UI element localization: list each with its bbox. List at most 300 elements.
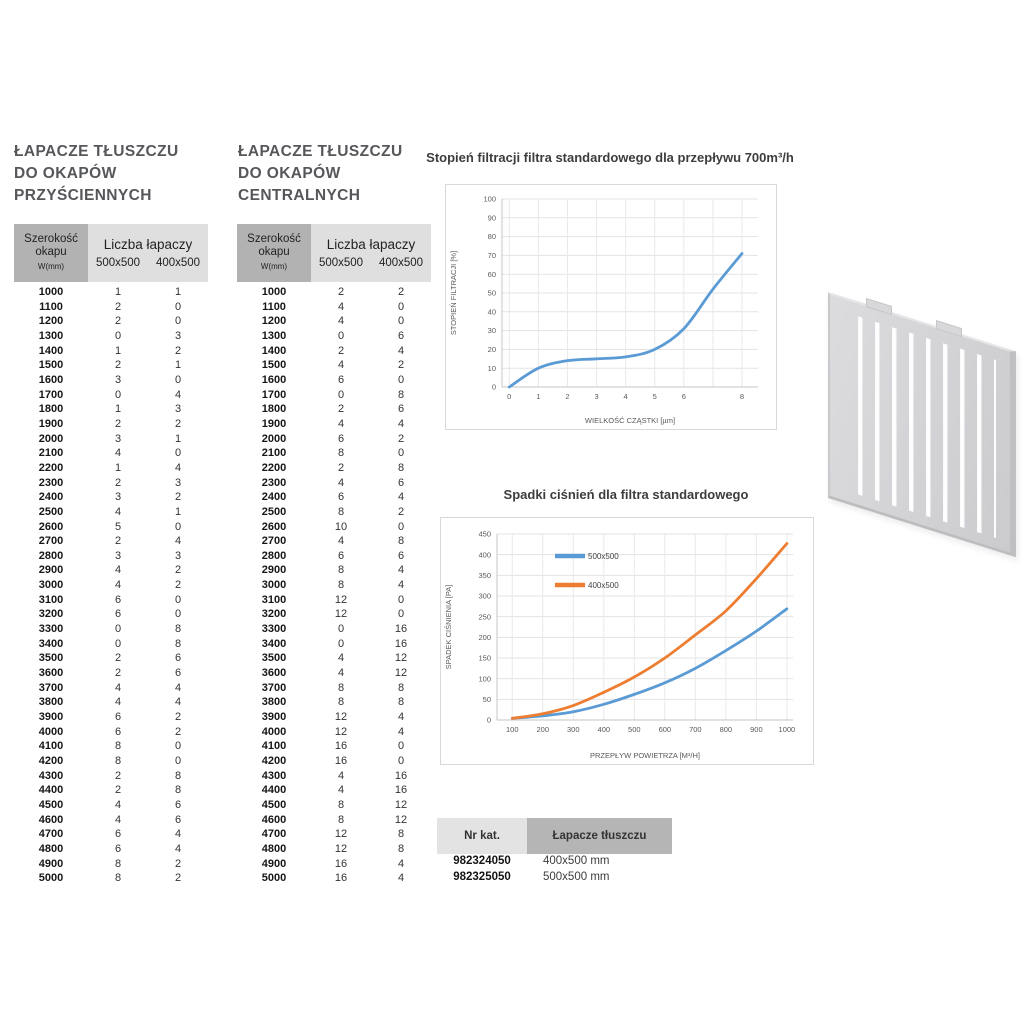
hood-width-value: 2900 — [261, 564, 287, 577]
catcher-count-value: 16 — [394, 637, 408, 650]
filtration-chart-title: Stopień filtracji filtra standardowego dla przepływu 700m³/h — [426, 150, 794, 165]
catcher-count-value: 1 — [174, 505, 182, 518]
table-row — [237, 563, 431, 578]
table-row — [14, 520, 208, 535]
hood-width-value: 3000 — [261, 579, 287, 592]
catcher-count-value: 4 — [397, 417, 405, 430]
table-row — [237, 739, 431, 754]
hood-width-value: 2100 — [38, 447, 64, 460]
hood-width-value: 2400 — [38, 491, 64, 504]
catcher-count-value: 0 — [114, 623, 122, 636]
catcher-count-value: 6 — [174, 813, 182, 826]
catcher-count-value: 0 — [397, 755, 405, 767]
catcher-count-value: 0 — [337, 623, 345, 636]
catcher-count-value: 8 — [174, 784, 182, 797]
y-tick-label: 100 — [478, 674, 491, 684]
catcher-count-value: 0 — [174, 740, 182, 753]
catcher-count-value: 8 — [397, 388, 405, 401]
catcher-count-value: 6 — [337, 373, 345, 386]
table-row — [237, 813, 431, 828]
catcher-count-value: 16 — [334, 740, 348, 753]
catcher-count-value: 4 — [337, 315, 345, 328]
catcher-count-value: 2 — [397, 359, 405, 372]
catalog-table — [437, 818, 672, 885]
x-tick-label: 300 — [567, 725, 580, 734]
table-row — [237, 329, 431, 344]
catcher-count-value: 4 — [114, 681, 122, 694]
hood-width-value: 3100 — [38, 593, 64, 606]
col-400x500: 400x500 — [378, 257, 424, 269]
catcher-count-value: 8 — [174, 769, 182, 782]
table-row — [237, 549, 431, 564]
catcher-count-value: 12 — [334, 725, 348, 738]
catcher-count-value: 12 — [334, 828, 348, 841]
catcher-count-value: 8 — [114, 755, 122, 767]
y-tick-label: 80 — [487, 232, 496, 242]
hood-width-value: 2400 — [261, 491, 287, 504]
catcher-count-value: 6 — [397, 329, 405, 342]
table-row — [14, 666, 208, 681]
hood-width-value: 3900 — [38, 711, 64, 724]
hood-width-value: 4300 — [261, 769, 287, 782]
hood-width-value: 4200 — [38, 755, 64, 767]
y-tick-label: 100 — [483, 194, 496, 204]
heading-line: ŁAPACZE TŁUSZCZU — [14, 143, 179, 160]
catcher-count-value: 8 — [397, 461, 405, 474]
central-hoods-table — [237, 224, 431, 886]
table-row — [237, 607, 431, 622]
hood-width-value: 1800 — [38, 403, 64, 416]
catcher-count-value: 4 — [397, 711, 405, 724]
table-row — [237, 432, 431, 447]
catcher-count-value: 8 — [174, 623, 182, 636]
catcher-count-value: 0 — [174, 608, 182, 621]
hood-width-value: 2700 — [38, 535, 64, 548]
table-header — [237, 224, 431, 282]
catcher-count-value: 2 — [114, 535, 122, 548]
catcher-count-value: 4 — [174, 388, 182, 401]
catcher-count-value: 1 — [114, 344, 122, 357]
catcher-count-value: 1 — [114, 286, 122, 298]
hood-width-value: 2100 — [261, 447, 287, 460]
catcher-count-value: 2 — [114, 417, 122, 430]
table-row — [14, 857, 208, 872]
y-tick-label: 50 — [487, 288, 496, 298]
catcher-count-value: 0 — [114, 637, 122, 650]
catcher-count-value: 4 — [337, 476, 345, 489]
catcher-count-value: 4 — [397, 725, 405, 738]
catcher-count-value: 6 — [114, 828, 122, 841]
catcher-count-value: 4 — [337, 784, 345, 797]
table-row — [14, 754, 208, 769]
hood-width-value: 1600 — [38, 373, 64, 386]
series-line-400x500 — [512, 544, 787, 719]
table-row — [14, 681, 208, 696]
catcher-count-value: 2 — [114, 300, 122, 313]
table-row — [14, 725, 208, 740]
hood-width-value: 2200 — [261, 461, 287, 474]
catcher-count-value: 12 — [394, 667, 408, 680]
y-axis-title: SPADEK CIŚNIENIA [PA] — [444, 584, 453, 670]
catcher-count-value: 0 — [114, 329, 122, 342]
catcher-count-value: 2 — [174, 725, 182, 738]
catcher-count-value: 2 — [174, 417, 182, 430]
hood-width-value: 4100 — [261, 740, 287, 753]
catcher-count-value: 3 — [114, 373, 122, 386]
table-row — [14, 476, 208, 491]
x-tick-label: 800 — [719, 725, 733, 734]
table-row — [237, 622, 431, 637]
y-tick-label: 30 — [487, 326, 496, 336]
table-row — [237, 417, 431, 432]
catcher-count-value: 8 — [337, 579, 345, 592]
hood-width-value: 2300 — [261, 476, 287, 489]
catcher-count-value: 4 — [174, 681, 182, 694]
hood-width-value: 2200 — [38, 461, 64, 474]
catcher-count-value: 4 — [174, 535, 182, 548]
table-row — [237, 520, 431, 535]
y-tick-label: 150 — [478, 653, 491, 663]
catcher-count-value: 6 — [114, 711, 122, 724]
table-row — [14, 769, 208, 784]
hood-width-value: 4900 — [261, 857, 287, 870]
hood-width-value: 1300 — [38, 329, 64, 342]
catcher-count-value: 0 — [337, 329, 345, 342]
table-row — [237, 666, 431, 681]
catcher-count-value: 3 — [114, 432, 122, 445]
catcher-count-value: 2 — [337, 403, 345, 416]
catcher-count-value: 6 — [114, 593, 122, 606]
hood-width-value: 2900 — [38, 564, 64, 577]
catcher-count-value: 0 — [174, 373, 182, 386]
catcher-count-value: 16 — [394, 623, 408, 636]
hood-width-value: 4800 — [38, 842, 64, 855]
table-row — [14, 695, 208, 710]
hood-width-value: 4200 — [261, 755, 287, 767]
hood-width-value: 1500 — [261, 359, 287, 372]
table-row — [237, 373, 431, 388]
catcher-count-value: 6 — [114, 725, 122, 738]
hood-width-value: 4600 — [38, 813, 64, 826]
hood-width-value: 1800 — [261, 403, 287, 416]
hood-width-value: 3600 — [38, 667, 64, 680]
catcher-count-value: 4 — [114, 564, 122, 577]
table-row — [237, 871, 431, 886]
table-row — [237, 402, 431, 417]
catcher-count-value: 2 — [114, 359, 122, 372]
catcher-count-value: 6 — [397, 476, 405, 489]
hood-width-value: 1000 — [261, 286, 287, 298]
wall-hoods-table — [14, 224, 208, 886]
catcher-count-value: 8 — [337, 696, 345, 709]
table-row — [237, 285, 431, 300]
catcher-count-value: 16 — [334, 755, 348, 767]
catcher-count-value: 3 — [114, 491, 122, 504]
filtration-chart-svg — [446, 185, 776, 429]
hood-width-value: 3500 — [261, 652, 287, 665]
catcher-count-value: 0 — [397, 315, 405, 328]
catcher-count-value: 2 — [397, 505, 405, 518]
catcher-count-value: 4 — [337, 300, 345, 313]
table-row — [14, 358, 208, 373]
hood-width-value: 3100 — [261, 593, 287, 606]
catalog-row — [437, 854, 672, 870]
x-tick-label: 1 — [536, 392, 541, 401]
catcher-count-value: 0 — [174, 300, 182, 313]
catcher-count-value: 4 — [114, 696, 122, 709]
catcher-count-value: 12 — [394, 798, 408, 811]
hood-width-value: 4000 — [261, 725, 287, 738]
hood-width-value: 3000 — [38, 579, 64, 592]
hood-width-value: 4400 — [38, 784, 64, 797]
catcher-count-value: 6 — [397, 403, 405, 416]
table-row — [237, 783, 431, 798]
catcher-count-value: 6 — [174, 667, 182, 680]
x-tick-label: 900 — [750, 725, 763, 734]
table-row — [237, 798, 431, 813]
catcher-count-value: 6 — [397, 549, 405, 562]
hood-width-value: 4300 — [38, 769, 64, 782]
catcher-count-value: 8 — [397, 535, 405, 548]
x-tick-label: 200 — [536, 725, 550, 734]
catcher-count-value: 4 — [397, 491, 405, 504]
hood-width-value: 3500 — [38, 652, 64, 665]
hood-width-value: 4400 — [261, 784, 287, 797]
hood-width-header-cell: Szerokość okapu W(mm) — [14, 224, 88, 282]
catcher-count-value: 8 — [337, 813, 345, 826]
table-row — [14, 402, 208, 417]
y-tick-label: 20 — [487, 345, 496, 354]
col-500x500: 500x500 — [95, 257, 141, 269]
hood-width-value: 2600 — [261, 520, 287, 533]
table-row — [14, 417, 208, 432]
table-row — [14, 842, 208, 857]
hood-width-value: 4700 — [38, 828, 64, 841]
x-tick-label: 600 — [658, 725, 672, 734]
catcher-count-value: 4 — [174, 461, 182, 474]
catcher-count-value: 2 — [174, 857, 182, 870]
series-line-500x500 — [512, 609, 787, 719]
table-row — [14, 446, 208, 461]
table-row — [14, 813, 208, 828]
x-tick-label: 100 — [505, 725, 519, 734]
catcher-count-value: 8 — [397, 681, 405, 694]
catcher-count-value: 16 — [394, 784, 408, 797]
catcher-count-value: 2 — [337, 461, 345, 474]
hood-width-value: 4800 — [261, 842, 287, 855]
hood-width-header-cell: Szerokość okapu W(mm) — [237, 224, 311, 282]
hood-width-value: 3700 — [261, 681, 287, 694]
catcher-count-value: 4 — [397, 344, 405, 357]
pressure-chart — [440, 517, 814, 765]
catcher-count-value: 6 — [174, 652, 182, 665]
catcher-count-value: 2 — [114, 667, 122, 680]
catcher-count-value: 2 — [114, 769, 122, 782]
catcher-count-value: 2 — [174, 711, 182, 724]
catcher-count-value: 8 — [397, 696, 405, 709]
table-row — [237, 505, 431, 520]
catalog-number: 982325050 — [453, 870, 511, 883]
catcher-count-value: 16 — [334, 857, 348, 870]
hood-width-value: 1700 — [38, 388, 64, 401]
catcher-count-value: 3 — [174, 403, 182, 416]
catcher-count-value: 8 — [397, 842, 405, 855]
catcher-count-value: 6 — [337, 491, 345, 504]
table-row — [14, 637, 208, 652]
catcher-count-value: 6 — [337, 432, 345, 445]
catcher-count-value: 1 — [174, 432, 182, 445]
table-row — [237, 476, 431, 491]
hood-width-value: 1400 — [261, 344, 287, 357]
col-400x500: 400x500 — [155, 257, 201, 269]
catcher-count-value: 6 — [114, 842, 122, 855]
y-tick-label: 90 — [487, 213, 496, 223]
hood-width-value: 1200 — [38, 315, 64, 328]
hood-width-value: 3200 — [261, 608, 287, 621]
heading-line: ŁAPACZE TŁUSZCZU — [238, 143, 403, 160]
catcher-count-value: 2 — [397, 286, 405, 298]
catcher-count-value: 2 — [174, 579, 182, 592]
table-row — [14, 300, 208, 315]
filter-frame — [828, 292, 1016, 557]
table-row — [237, 490, 431, 505]
wall-table-heading — [14, 141, 179, 207]
catalog-header — [437, 818, 672, 854]
hood-width-value: 2800 — [261, 549, 287, 562]
table-row — [237, 842, 431, 857]
catcher-count-value: 8 — [397, 828, 405, 841]
hood-width-value: 3800 — [261, 696, 287, 709]
catcher-count-value: 12 — [394, 652, 408, 665]
table-row — [14, 549, 208, 564]
catcher-count-value: 2 — [174, 491, 182, 504]
hood-width-value: 1400 — [38, 344, 64, 357]
heading-line: PRZYŚCIENNYCH — [14, 187, 152, 204]
table-row — [237, 593, 431, 608]
catcher-count-value: 16 — [334, 872, 348, 885]
hood-width-value: 1100 — [39, 300, 63, 313]
table-row — [237, 754, 431, 769]
x-tick-label: 500 — [628, 725, 641, 734]
hood-width-value: 3300 — [38, 623, 64, 636]
catcher-count-value: 4 — [337, 359, 345, 372]
y-tick-label: 40 — [487, 307, 496, 317]
catcher-count-value: 1 — [114, 461, 122, 474]
catcher-count-value: 0 — [174, 520, 182, 533]
catcher-count-value: 10 — [334, 520, 348, 533]
legend-label: 400x500 — [588, 580, 619, 590]
catcher-count-value: 8 — [337, 447, 345, 460]
x-tick-label: 4 — [623, 392, 628, 401]
catcher-count-value: 3 — [174, 329, 182, 342]
catcher-count-value: 12 — [334, 842, 348, 855]
catcher-count-value: 0 — [397, 593, 405, 606]
heading-line: DO OKAPÓW — [14, 165, 117, 182]
catcher-count-value: 3 — [174, 549, 182, 562]
pressure-chart-svg — [441, 518, 813, 764]
catalog-row — [437, 870, 672, 886]
table-row — [237, 827, 431, 842]
catcher-count-value: 2 — [174, 872, 182, 885]
y-tick-label: 450 — [478, 529, 491, 539]
catcher-count-value: 0 — [337, 637, 345, 650]
central-table-heading — [238, 141, 403, 207]
catcher-count-value: 4 — [114, 447, 122, 460]
catcher-count-value: 6 — [114, 608, 122, 621]
table-row — [14, 329, 208, 344]
table-row — [14, 622, 208, 637]
table-row — [14, 432, 208, 447]
catcher-count-value: 4 — [337, 667, 345, 680]
hood-width-value: 3600 — [261, 667, 287, 680]
y-tick-label: 10 — [487, 363, 496, 373]
table-row — [14, 373, 208, 388]
table-row — [14, 593, 208, 608]
catcher-count-value: 3 — [114, 549, 122, 562]
table-row — [237, 446, 431, 461]
table-row — [14, 314, 208, 329]
table-row — [14, 710, 208, 725]
catcher-count-value: 4 — [114, 813, 122, 826]
catcher-count-value: 3 — [174, 476, 182, 489]
hood-width-value: 1500 — [38, 359, 64, 372]
catcher-count-value: 5 — [114, 520, 122, 533]
hood-width-value: 4500 — [38, 798, 64, 811]
y-tick-label: 350 — [478, 570, 491, 580]
filter-baffle-slots — [846, 313, 996, 538]
x-tick-label: 3 — [594, 392, 599, 401]
catcher-count-header-cell: Liczba łapaczy 500x500 400x500 — [311, 224, 431, 282]
table-row — [14, 871, 208, 886]
y-tick-label: 250 — [478, 612, 491, 622]
catcher-count-value: 8 — [114, 857, 122, 870]
catcher-count-value: 16 — [394, 769, 408, 782]
heading-line: DO OKAPÓW — [238, 165, 341, 182]
catcher-count-value: 2 — [174, 564, 182, 577]
table-row — [14, 461, 208, 476]
table-row — [237, 578, 431, 593]
y-tick-label: 50 — [482, 694, 491, 704]
catalog-size: 500x500 mm — [543, 870, 610, 883]
table-row — [237, 710, 431, 725]
catcher-count-value: 8 — [114, 872, 122, 885]
hood-width-value: 1700 — [261, 388, 287, 401]
hood-width-value: 1300 — [261, 329, 287, 342]
table-row — [237, 388, 431, 403]
catalog-number: 982324050 — [453, 855, 511, 867]
catalog-product-header: Łapacze tłuszczu — [527, 818, 672, 854]
x-tick-label: 700 — [689, 725, 702, 734]
table-row — [237, 769, 431, 784]
table-body — [14, 285, 208, 886]
legend-label: 500x500 — [588, 551, 619, 561]
hood-width-value: 4900 — [38, 857, 64, 870]
table-row — [14, 490, 208, 505]
catcher-count-value: 8 — [337, 505, 345, 518]
catcher-count-value: 1 — [174, 286, 182, 298]
table-row — [237, 637, 431, 652]
hood-width-value: 2000 — [38, 432, 64, 445]
hood-width-value: 1900 — [261, 417, 287, 430]
hood-width-value: 2500 — [38, 505, 64, 518]
catcher-count-value: 0 — [397, 300, 405, 313]
x-tick-label: 2 — [565, 392, 570, 401]
catcher-count-value: 4 — [114, 579, 122, 592]
catcher-count-value: 4 — [114, 798, 122, 811]
table-row — [14, 607, 208, 622]
hood-width-value: 3700 — [38, 681, 64, 694]
table-row — [14, 563, 208, 578]
